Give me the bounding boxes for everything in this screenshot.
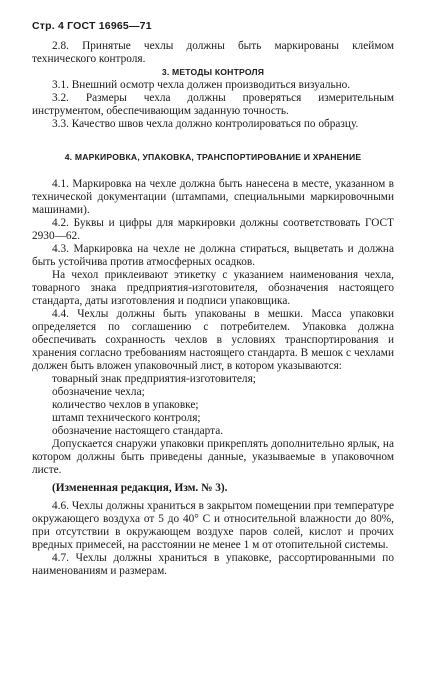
paragraph-4-3: 4.3. Маркировка на чехле не должна стираться, выцветать и должна быть устойчива против атмосферных осадков. — [32, 243, 394, 268]
list-item: штамп технического контроля; — [52, 412, 201, 424]
paragraph-3-3: 3.3. Качество швов чехла должно контролироваться по образцу. — [52, 118, 359, 130]
list-item: количество чехлов в упаковке; — [52, 399, 199, 411]
paragraph-3-2: 3.2. Размеры чехла должны проверяться измерительным инструментом, обеспечивающим заданную точность. — [32, 92, 394, 117]
page-header: Стр. 4 ГОСТ 16965—71 — [32, 20, 152, 32]
list-item: обозначение чехла; — [52, 386, 145, 398]
section-4-title: 4. МАРКИРОВКА, УПАКОВКА, ТРАНСПОРТИРОВАНИЕ И ХРАНЕНИЕ — [64, 152, 362, 162]
paragraph-4-4: 4.4. Чехлы должны быть упакованы в мешки. Масса упаковки определяется по соглашению с потребителем. Упаковка должна обеспечивать сохранность чехлов в условиях транспортирования и хранения согласно требованиям настоящего стандарта. В мешок с чехлами должен быть вложен упаковочный лист, в котором указываются: — [32, 308, 394, 372]
list-item: товарный знак предприятия-изготовителя; — [52, 373, 256, 385]
packing-list — [32, 373, 394, 438]
list-item: обозначение настоящего стандарта. — [52, 425, 224, 437]
amendment-note: (Измененная редакция, Изм. № 3). — [52, 482, 228, 494]
paragraph-2-8: 2.8. Принятые чехлы должны быть маркированы клеймом технического контроля. — [32, 40, 394, 65]
paragraph-3-1: 3.1. Внешний осмотр чехла должен производиться визуально. — [52, 79, 351, 91]
paragraph-4-1: 4.1. Маркировка на чехле должна быть нанесена в месте, указанном в технической документации (штампами, специальными маркировочными машинами). — [32, 178, 394, 216]
paragraph-allowed: Допускается снаружи упаковки прикреплять дополнительно ярлык, на котором должны быть приведены данные, указываемые в упаковочном листе. — [32, 438, 394, 476]
paragraph-4-2: 4.2. Буквы и цифры для маркировки должны соответствовать ГОСТ 2930—62. — [32, 217, 394, 242]
paragraph-4-7: 4.7. Чехлы должны храниться в упаковке, рассортированными по наименованиям и размерам. — [32, 552, 394, 577]
paragraph-label: На чехол приклеивают этикетку с указанием наименования чехла, товарного знака предприятия-изготовителя, обозначения настоящего стандарта, даты изготовления и подписи упаковщика. — [32, 269, 394, 307]
section-3-title: 3. МЕТОДЫ КОНТРОЛЯ — [161, 67, 265, 77]
paragraph-4-6: 4.6. Чехлы должны храниться в закрытом помещении при температуре окружающего воздуха от 5 до 40° С и относительной влажности до 80%, при отсутствии в окружающем воздухе паров солей, кислот и прочих вредных примесей, на расстоянии не менее 1 м от отопительной системы. — [32, 500, 394, 551]
document-body — [32, 40, 394, 578]
